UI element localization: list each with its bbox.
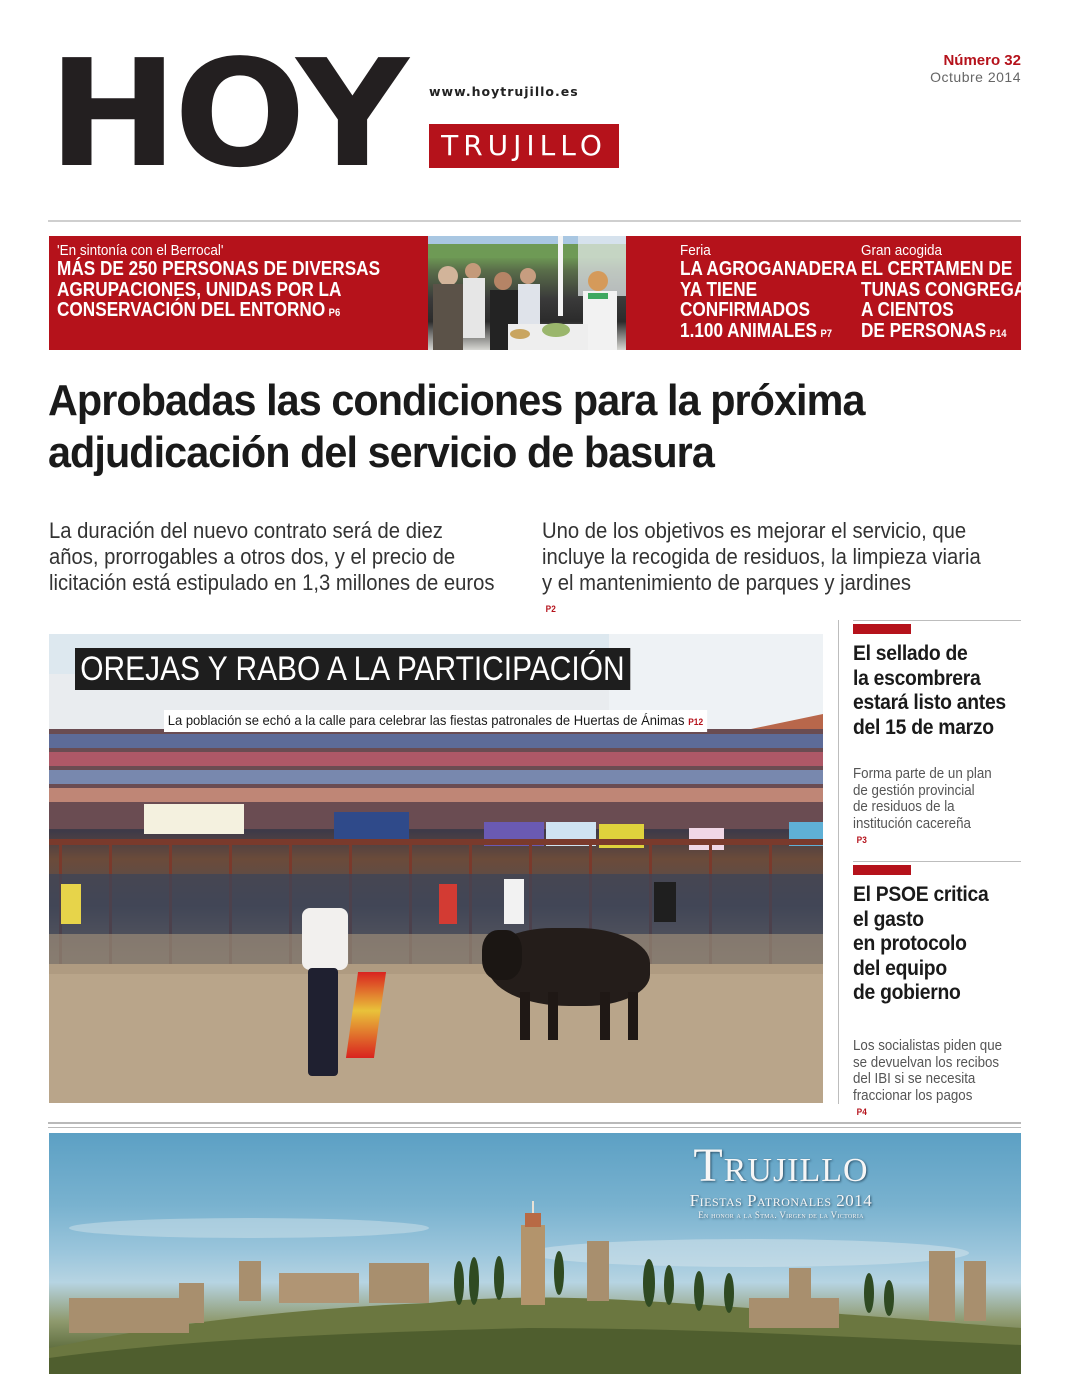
page-reference: P3 [856, 835, 867, 845]
issue-date: Octubre 2014 [930, 69, 1021, 85]
edition-badge: TRUJILLO [429, 124, 619, 168]
teaser-berrocal[interactable] [57, 243, 433, 324]
summary-line: de residuos de la [853, 799, 955, 815]
sidebar-headline-line: estará listo antes [853, 691, 1006, 714]
bull-leg [628, 992, 638, 1040]
top-divider [48, 220, 1021, 222]
main-deck-right [542, 518, 981, 622]
teaser-kicker: Feria [680, 242, 711, 259]
deck-line: y el mantenimiento de parques y jardines P2 [542, 570, 981, 622]
deck-line: licitación está estipulado en 1,3 millones de euros [49, 570, 495, 595]
page-reference: P14 [989, 327, 1007, 340]
sidebar-headline-line: del equipo [853, 956, 947, 980]
teaser-headline-line: EL CERTAMEN DE [861, 258, 1013, 280]
sidebar-summary-psoe [853, 1038, 1014, 1121]
sidebar-accent-bar [853, 624, 911, 634]
banner-title-block [646, 1140, 916, 1221]
teaser-headline-line: AGRUPACIONES, UNIDAS POR LA [57, 278, 342, 301]
sidebar-headline-line: en protocolo [853, 932, 967, 955]
page-reference: P4 [856, 1107, 867, 1117]
sidebar-headline-psoe[interactable] [853, 883, 1014, 1006]
page-reference: P2 [545, 604, 556, 614]
teaser-tunas[interactable] [861, 243, 1053, 344]
teaser-photo-crowd [428, 236, 626, 350]
sidebar-rule [853, 861, 1021, 862]
main-headline-line: adjudicación del servicio de basura [48, 428, 714, 477]
teaser-headline-line: MÁS DE 250 PERSONAS DE DIVERSAS [57, 258, 381, 280]
teaser-headline-line: CONFIRMADOS [680, 299, 810, 321]
summary-line: se devuelvan los recibos [853, 1054, 1000, 1071]
sidebar-accent-bar [853, 865, 911, 875]
sidebar-headline-line: El sellado de [853, 642, 968, 665]
banner-subtitle: Fiestas Patronales 2014 [689, 1191, 873, 1210]
bull-leg [600, 992, 610, 1040]
page-reference: P12 [688, 717, 704, 727]
website-url[interactable]: www.hoytrujillo.es [429, 84, 579, 99]
sidebar-headline-line: del 15 de marzo [853, 715, 994, 739]
deck-line: Uno de los objetivos es mejorar el servicio, que [542, 518, 967, 543]
issue-info [930, 52, 1021, 85]
summary-line: Los socialistas piden que [853, 1038, 1003, 1054]
issue-number: Número 32 [943, 52, 1021, 69]
banner-dedication: En honor a la Stma. Virgen de la Victoria [698, 1210, 864, 1220]
photo-story-title[interactable]: OREJAS Y RABO A LA PARTICIPACIÓN [75, 648, 630, 690]
page-reference: P6 [328, 307, 341, 319]
main-headline-line: Aprobadas las condiciones para la próxima [48, 376, 865, 425]
teaser-kicker: Gran acogida [861, 242, 943, 259]
summary-line: Forma parte de un plan [853, 766, 992, 782]
summary-line: institución cacereña P3 [853, 816, 1014, 849]
bull-leg [548, 992, 558, 1040]
photo-story-caption: La población se echó a la calle para celebrar las fiestas patronales de Huertas de Ánimas P12 [164, 710, 707, 732]
sidebar-headline-line: de gobierno [853, 981, 961, 1004]
summary-line: de gestión provincial [853, 782, 975, 799]
sidebar-headline-escombrera[interactable] [853, 642, 1014, 740]
sidebar-summary-escombrera [853, 766, 1014, 849]
torero-figure [302, 908, 348, 970]
page-reference: P7 [820, 327, 833, 340]
deck-line: años, prorrogables a otros dos, y el precio de [49, 544, 456, 569]
bull-head [482, 930, 522, 980]
torero-legs [308, 968, 338, 1076]
teaser-headline-line: DE PERSONAS P14 [861, 319, 1007, 342]
bull-leg [520, 992, 530, 1040]
teaser-headline-line: CONSERVACIÓN DEL ENTORNO P6 [57, 299, 341, 321]
sidebar-headline-line: la escombrera [853, 666, 981, 690]
bullfight-photo[interactable] [49, 634, 823, 1103]
sidebar-headline-line: El PSOE critica [853, 883, 989, 906]
main-headline[interactable] [48, 375, 969, 479]
hoy-logo[interactable]: HOY [48, 28, 405, 200]
summary-line: fraccionar los pagos P4 [853, 1088, 1014, 1121]
bullfight-scene-icon [49, 634, 823, 1103]
banner-divider [48, 1122, 1021, 1124]
banner-title: Trujillo [693, 1139, 869, 1192]
sidebar-rule [853, 620, 1021, 621]
column-divider [838, 620, 839, 1104]
teaser-kicker: 'En sintonía con el Berrocal' [57, 242, 224, 259]
banner-divider [48, 1127, 1021, 1128]
teaser-headline-line: YA TIENE [680, 278, 758, 301]
summary-line: del IBI si se necesita [853, 1071, 976, 1087]
main-deck-left [49, 518, 495, 596]
teaser-agroganadera[interactable] [680, 243, 886, 344]
teaser-headline-line: 1.100 ANIMALES P7 [680, 319, 833, 342]
deck-line: La duración del nuevo contrato será de diez [49, 518, 443, 543]
teaser-headline-line: A CIENTOS [861, 299, 954, 321]
crowd-photo-icon [428, 236, 626, 350]
sidebar-headline-line: el gasto [853, 907, 924, 931]
teaser-headline-line: LA AGROGANADERA [680, 258, 858, 280]
deck-line: incluye la recogida de residuos, la limpieza viaria [542, 544, 981, 569]
teaser-headline-line: TUNAS CONGREGA [861, 278, 1027, 301]
